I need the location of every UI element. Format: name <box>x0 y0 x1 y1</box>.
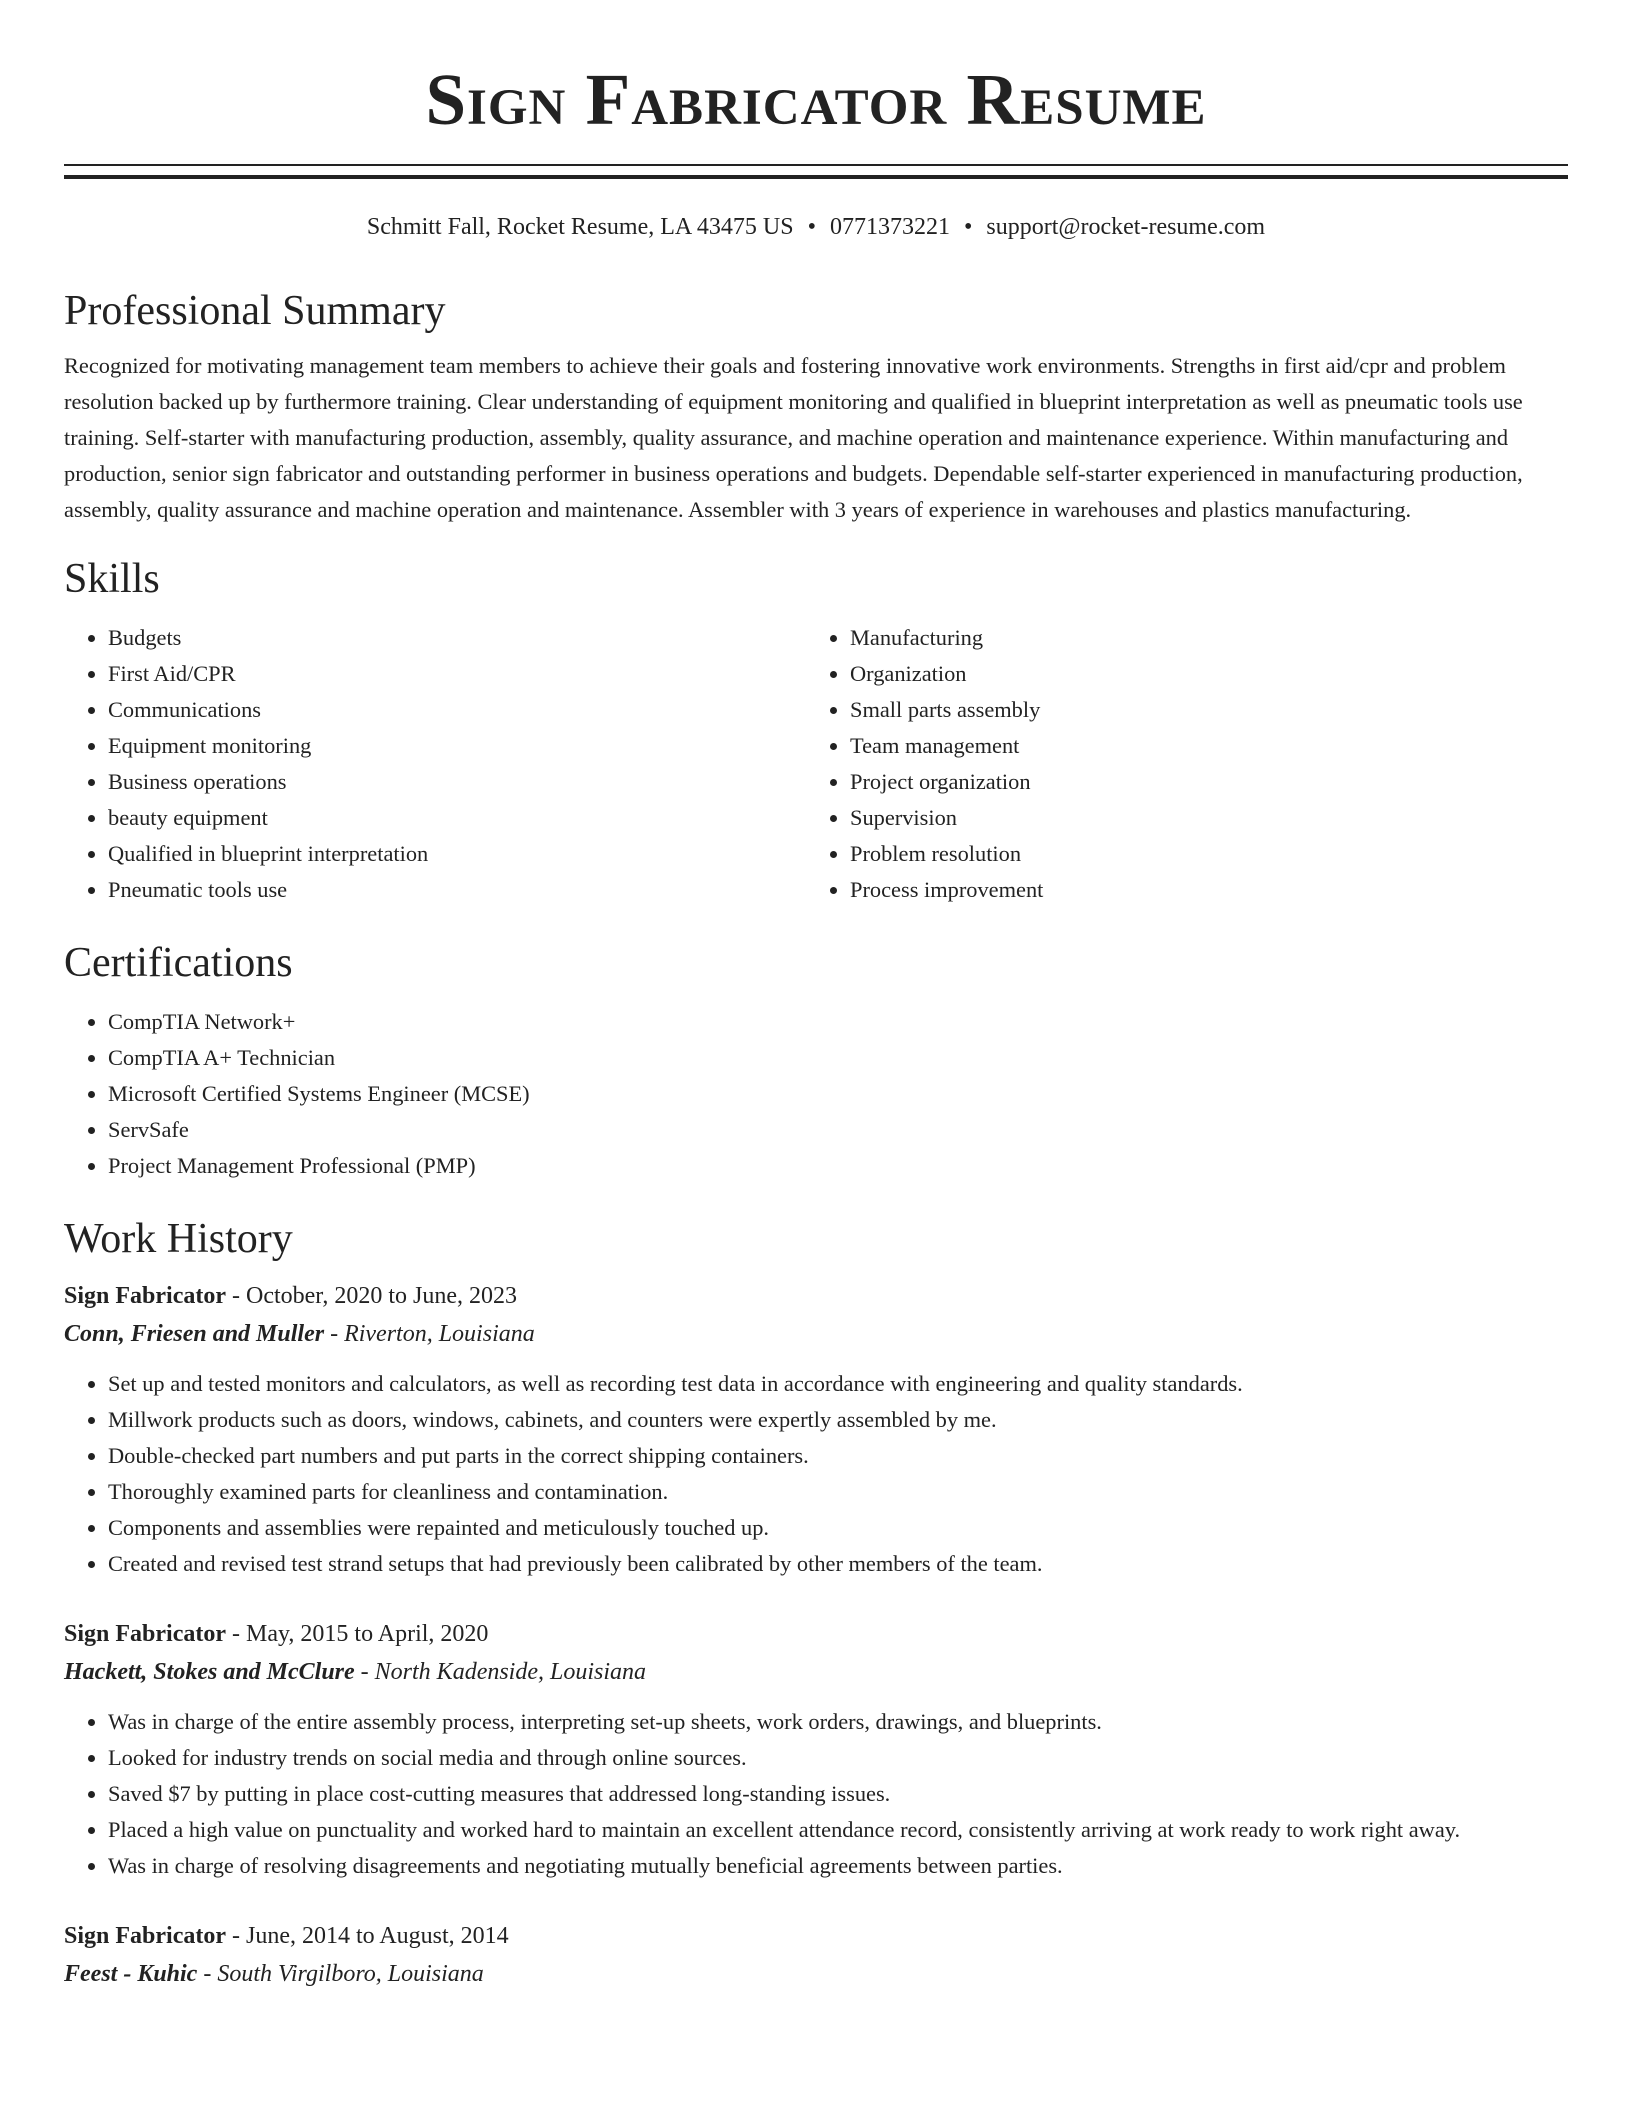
job-title-line <box>64 1918 1568 1954</box>
contact-phone: 0771373221 <box>829 214 950 240</box>
job-company-line <box>64 1652 1568 1692</box>
skill-item: • Business operations <box>108 764 806 800</box>
skill-item: • Supervision <box>850 800 1548 836</box>
job-dates: - June, 2014 to August, 2014 <box>226 1923 509 1949</box>
job-company-line <box>64 1314 1568 1354</box>
job-bullet: • Was in charge of resolving disagreements and negotiating mutually beneficial agreements between parties. <box>108 1848 1568 1884</box>
skills-columns <box>64 620 1568 908</box>
job-bullet: • Components and assemblies were repainted and meticulously touched up. <box>108 1510 1568 1546</box>
skill-item: • Equipment monitoring <box>108 728 806 764</box>
skill-item: • Small parts assembly <box>850 692 1548 728</box>
summary-text: Recognized for motivating management team members to achieve their goals and fostering innovative work environments. Strengths in first aid/cpr and problem resolution backed up by furthermore training. Clear understanding of equipment monitoring and qualified in blueprint interpretation as well as pneumatic tools use training. Self-starter with manufacturing production, assembly, quality assurance, and machine operation and maintenance experience. Within manufacturing and production, senior sign fabricator and outstanding performer in business operations and budgets. Dependable self-starter experienced in manufacturing production, assembly, quality assurance and machine operation and maintenance. Assembler with 3 years of experience in warehouses and plastics manufacturing. <box>64 353 1523 522</box>
work-history-heading: Work History <box>64 1216 293 1262</box>
certification-item: • CompTIA A+ Technician <box>108 1040 1568 1076</box>
certification-item: • Microsoft Certified Systems Engineer (MCSE) <box>108 1076 1568 1112</box>
job-bullet: • Saved $7 by putting in place cost-cutting measures that addressed long-standing issues. <box>108 1776 1568 1812</box>
skills-column-right <box>806 620 1548 908</box>
job-bullet: • Millwork products such as doors, windows, cabinets, and counters were expertly assembled by me. <box>108 1402 1568 1438</box>
contact-line <box>64 212 1568 242</box>
job-location: - Riverton, Louisiana <box>324 1321 535 1347</box>
job-location: - North Kadenside, Louisiana <box>354 1659 647 1685</box>
job-dates: - May, 2015 to April, 2020 <box>226 1621 489 1647</box>
skills-column-left <box>64 620 806 908</box>
job-bullet: • Created and revised test strand setups that had previously been calibrated by other members of the team. <box>108 1546 1568 1582</box>
skill-item: • beauty equipment <box>108 800 806 836</box>
certification-item: • CompTIA Network+ <box>108 1004 1568 1040</box>
job-company: Conn, Friesen and Muller <box>64 1321 325 1347</box>
job-role: Sign Fabricator <box>64 1923 226 1949</box>
job-company: Hackett, Stokes and McClure <box>64 1659 355 1685</box>
job-entry <box>64 1918 1568 1994</box>
job-entry <box>64 1278 1568 1582</box>
job-location: - South Virgilboro, Louisiana <box>197 1961 484 1987</box>
contact-email: support@rocket-resume.com <box>986 214 1266 240</box>
skill-item: • Communications <box>108 692 806 728</box>
title-divider <box>64 164 1568 179</box>
job-title-line <box>64 1616 1568 1652</box>
contact-separator: • <box>807 214 816 240</box>
contact-address: Schmitt Fall, Rocket Resume, LA 43475 US <box>366 214 794 240</box>
job-entry <box>64 1616 1568 1884</box>
job-role: Sign Fabricator <box>64 1621 226 1647</box>
job-role: Sign Fabricator <box>64 1283 226 1309</box>
certifications-heading: Certifications <box>64 940 293 986</box>
job-bullet: • Placed a high value on punctuality and worked hard to maintain an excellent attendance record, consistently arriving at work ready to work right away. <box>108 1812 1568 1848</box>
skill-item: • Budgets <box>108 620 806 656</box>
job-bullet: • Double-checked part numbers and put parts in the correct shipping containers. <box>108 1438 1568 1474</box>
certifications-list <box>64 1004 1568 1184</box>
job-bullet: • Looked for industry trends on social media and through online sources. <box>108 1740 1568 1776</box>
skill-item: • Organization <box>850 656 1548 692</box>
skill-item: • First Aid/CPR <box>108 656 806 692</box>
job-bullet: • Set up and tested monitors and calculators, as well as recording test data in accordance with engineering and quality standards. <box>108 1366 1568 1402</box>
skill-item: • Pneumatic tools use <box>108 872 806 908</box>
job-bullets <box>64 1704 1568 1884</box>
job-dates: - October, 2020 to June, 2023 <box>226 1283 517 1309</box>
skill-item: • Problem resolution <box>850 836 1548 872</box>
resume-title: Sign Fabricator Resume <box>425 59 1207 140</box>
skill-item: • Project organization <box>850 764 1548 800</box>
summary-heading: Professional Summary <box>64 288 446 334</box>
skills-list-left <box>64 620 806 908</box>
skills-list-right <box>806 620 1548 908</box>
skill-item: • Team management <box>850 728 1548 764</box>
skill-item: • Manufacturing <box>850 620 1548 656</box>
job-bullets <box>64 1366 1568 1582</box>
skills-heading: Skills <box>64 556 160 602</box>
certification-item: • Project Management Professional (PMP) <box>108 1148 1568 1184</box>
contact-separator: • <box>963 214 973 240</box>
job-company: Feest - Kuhic <box>64 1961 198 1987</box>
job-bullet: • Thoroughly examined parts for cleanliness and contamination. <box>108 1474 1568 1510</box>
certification-item: • ServSafe <box>108 1112 1568 1148</box>
job-company-line <box>64 1954 1568 1994</box>
job-title-line <box>64 1278 1568 1314</box>
skill-item: • Qualified in blueprint interpretation <box>108 836 806 872</box>
job-bullet: • Was in charge of the entire assembly process, interpreting set-up sheets, work orders, drawings, and blueprints. <box>108 1704 1568 1740</box>
skill-item: • Process improvement <box>850 872 1548 908</box>
